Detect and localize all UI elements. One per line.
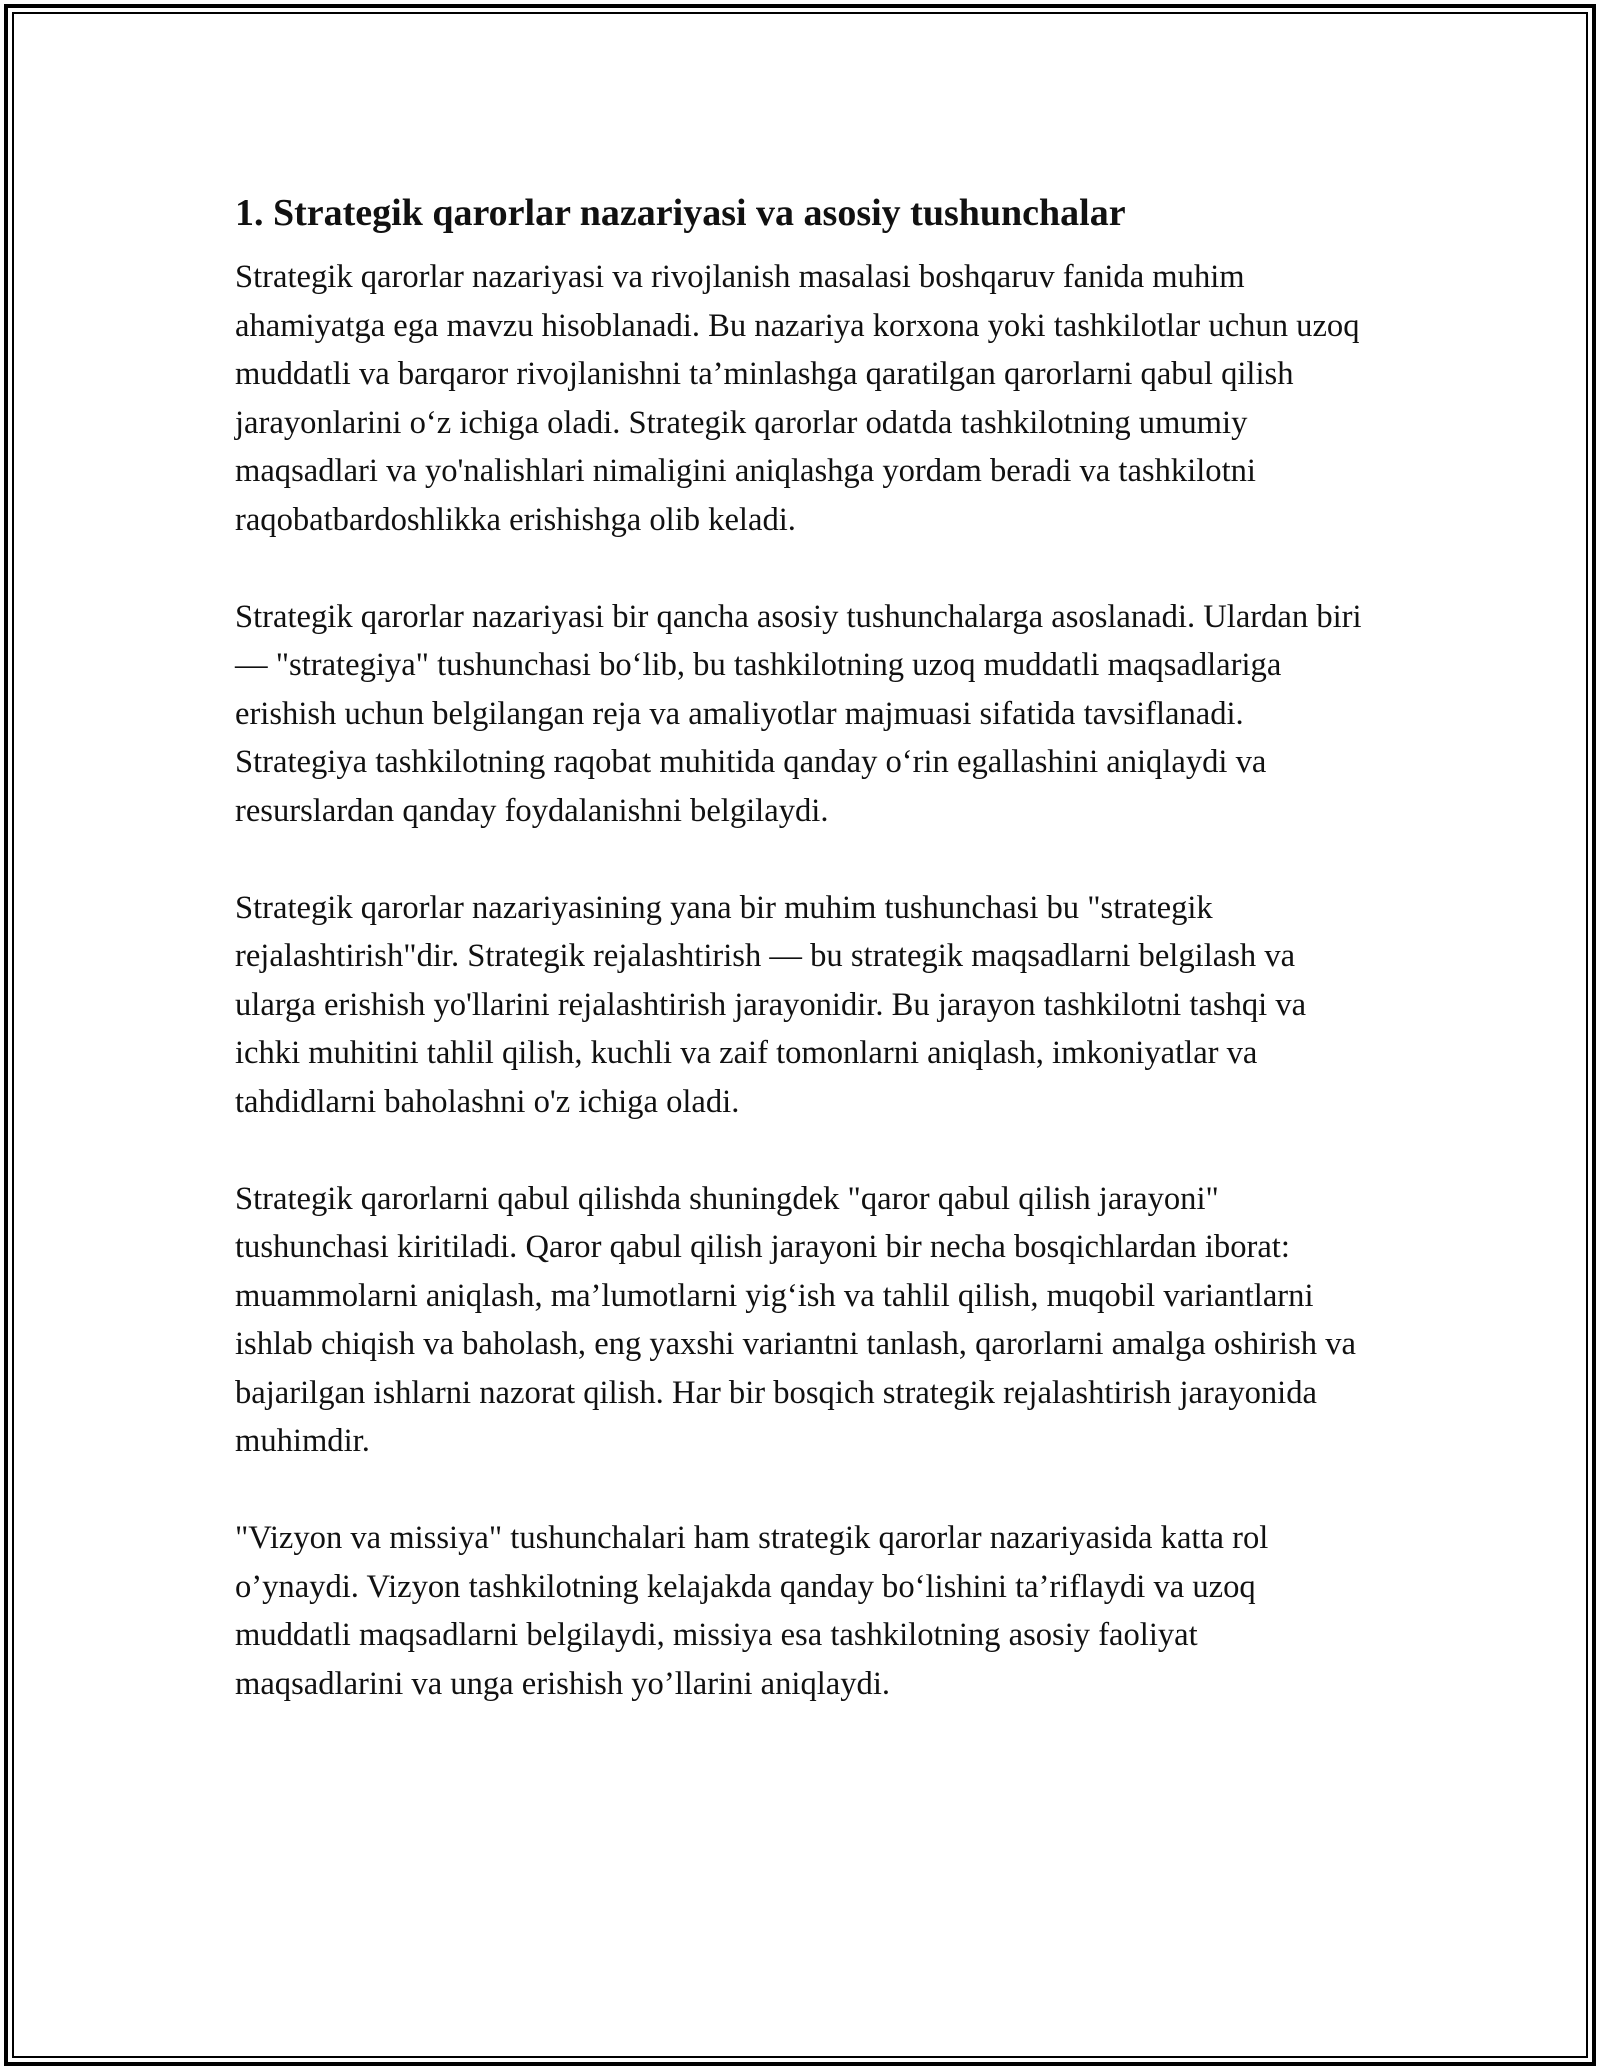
paragraph-decision-process: Strategik qarorlarni qabul qilishda shuningdek "qaror qabul qilish jarayoni" tushunchasi kiritiladi. Qaror qabul qilish jarayoni bir necha bosqichlardan iborat: muammolarni aniqlash, ma’lumotlarni yig‘ish va tahlil qilish, muqobil variantlarni ishlab chiqish va baholash, eng yaxshi variantni tanlash, qarorlarni amalga oshirish va bajarilgan ishlarni nazorat qilish. Har bir bosqich strategik rejalashtirish jarayonida muhimdir. xyxy=(235,1180,1356,1459)
paragraph-strategic-planning: Strategik qarorlar nazariyasining yana bir muhim tushunchasi bu "strategik rejalashtirish"dir. Strategik rejalashtirish — bu strategik maqsadlarni belgilash va ularga erishish yo'llarini rejalashtirish jarayonidir. Bu jarayon tashkilotni tashqi va ichki muhitini tahlil qilish, kuchli va zaif tomonlarni aniqlash, imkoniyatlar va tahdidlarni baholashni o'z ichiga oladi. xyxy=(235,889,1307,1120)
paragraph-vision-mission: "Vizyon va missiya" tushunchalari ham strategik qarorlar nazariyasida katta rol o’ynaydi. Vizyon tashkilotning kelajakda qanday bo‘lishini ta’riflaydi va uzoq muddatli maqsadlarni belgilaydi, missiya esa tashkilotning asosiy faoliyat maqsadlarini va unga erishish yo’llarini aniqlaydi. xyxy=(235,1520,1269,1702)
paragraph-strategy: Strategik qarorlar nazariyasi bir qancha asosiy tushunchalarga asoslanadi. Ulardan biri — "strategiya" tushunchasi bo‘lib, bu tashkilotning uzoq muddatli maqsadlariga erishish uchun belgilangan reja va amaliyotlar majmuasi sifatida tavsiflanadi. Strategiya tashkilotning raqobat muhitida qanday o‘rin egallashini aniqlaydi va resurslardan qanday foydalanishni belgilaydi. xyxy=(235,598,1362,829)
document-body xyxy=(235,185,1365,1708)
section-heading: 1. Strategik qarorlar nazariyasi va asosiy tushunchalar xyxy=(235,192,1126,234)
paragraph-intro: Strategik qarorlar nazariyasi va rivojlanish masalasi boshqaruv fanida muhim ahamiyatga ega mavzu hisoblanadi. Bu nazariya korxona yoki tashkilotlar uchun uzoq muddatli va barqaror rivojlanishni ta’minlashga qaratilgan qarorlarni qabul qilish jarayonlarini o‘z ichiga oladi. Strategik qarorlar odatda tashkilotning umumiy maqsadlari va yo'nalishlari nimaligini aniqlashga yordam beradi va tashkilotni raqobatbardoshlikka erishishga olib keladi. xyxy=(235,259,1360,538)
